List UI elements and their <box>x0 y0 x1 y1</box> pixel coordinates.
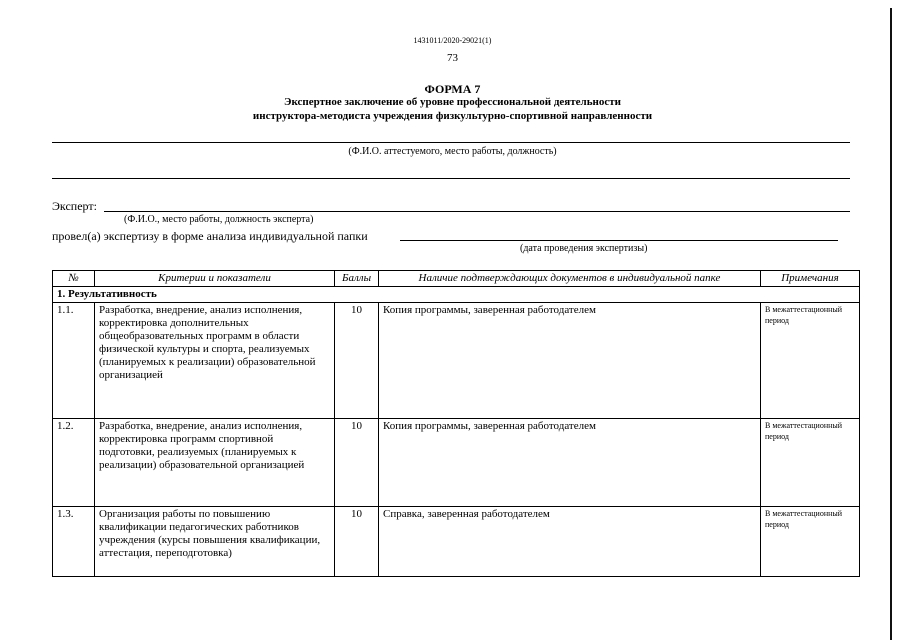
person-fill-line <box>52 142 850 143</box>
section-row <box>53 287 860 303</box>
header-documents: Наличие подтверждающих документов в индивидуальной папке <box>379 271 761 287</box>
person-fill-line-2 <box>52 178 850 179</box>
expert-caption: (Ф.И.О., место работы, должность эксперта) <box>124 214 314 225</box>
expert-fill-line <box>104 211 850 212</box>
document-number: 1431011/2020-29021(1) <box>413 36 492 45</box>
header-criteria: Критерии и показатели <box>95 271 335 287</box>
header-score: Баллы <box>335 271 379 287</box>
row-score: 10 <box>335 507 379 577</box>
header-number: № <box>53 271 95 287</box>
table-header-row <box>53 271 860 287</box>
row-score: 10 <box>335 419 379 507</box>
scan-edge-bar <box>890 8 892 640</box>
criteria-table <box>52 270 860 577</box>
row-criteria: Организация работы по повышению квалификации педагогических работников учреждения (курсы повышения квалификации, аттестация, переподготовка) <box>95 507 335 577</box>
row-documents: Копия программы, заверенная работодателем <box>379 419 761 507</box>
person-caption: (Ф.И.О. аттестуемого, место работы, должность) <box>348 146 557 157</box>
row-number: 1.2. <box>53 419 95 507</box>
date-fill-line <box>400 240 838 241</box>
conducted-label: провел(а) экспертизу в форме анализа индивидуальной папки <box>52 229 368 243</box>
row-number: 1.1. <box>53 303 95 419</box>
form-subtitle-line-1: Экспертное заключение об уровне профессиональной деятельности <box>284 96 621 108</box>
header-notes: Примечания <box>761 271 860 287</box>
expert-label: Эксперт: <box>52 199 97 213</box>
table-row <box>53 507 860 577</box>
row-number: 1.3. <box>53 507 95 577</box>
row-note: В межаттестационный период <box>761 303 860 419</box>
date-caption: (дата проведения экспертизы) <box>520 243 648 254</box>
page-number: 73 <box>447 52 458 64</box>
row-documents: Копия программы, заверенная работодателем <box>379 303 761 419</box>
row-score: 10 <box>335 303 379 419</box>
row-criteria: Разработка, внедрение, анализ исполнения, корректировка программ спортивной подготовки, реализуемых (планируемых к реализации) образовательной организацией <box>95 419 335 507</box>
form-subtitle-line-2: инструктора-методиста учреждения физкультурно-спортивной направленности <box>252 110 653 122</box>
form-title: ФОРМА 7 <box>424 82 481 96</box>
row-note: В межаттестационный период <box>761 419 860 507</box>
row-criteria: Разработка, внедрение, анализ исполнения, корректировка дополнительных общеобразовательных программ в области физической культуры и спорта, реализуемых (планируемых к реализации) образовательной организацией <box>95 303 335 419</box>
section-title: 1. Результативность <box>53 287 860 303</box>
row-note: В межаттестационный период <box>761 507 860 577</box>
table-row <box>53 303 860 419</box>
table-row <box>53 419 860 507</box>
row-documents: Справка, заверенная работодателем <box>379 507 761 577</box>
